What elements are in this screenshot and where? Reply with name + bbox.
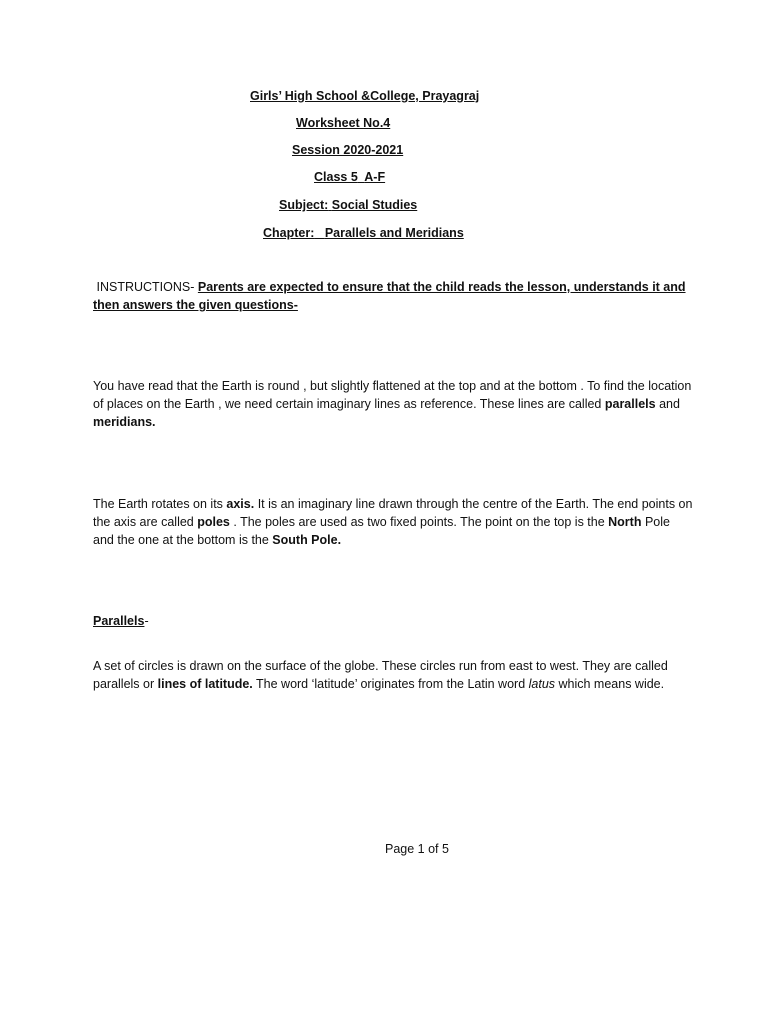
- term-axis: axis.: [226, 497, 255, 511]
- parallels-t1: A set of circles is drawn on the surface of the globe. These circles run from east to west. They are called parallels or: [93, 659, 668, 691]
- subject-line: [279, 196, 417, 214]
- term-south-pole: South Pole.: [272, 533, 342, 547]
- term-meridians: meridians.: [93, 415, 156, 429]
- chapter-label: Chapter:: [263, 226, 315, 240]
- subject-value: Social Studies: [331, 198, 418, 212]
- term-latus: latus: [528, 677, 556, 691]
- school-name: Girls’ High School &College, Prayagraj: [250, 89, 480, 103]
- instructions: [93, 278, 693, 314]
- subject-label: Subject:: [279, 198, 329, 212]
- class-section: A-F: [364, 170, 386, 184]
- term-north: North: [608, 515, 642, 529]
- paragraph-earth-shape: [93, 377, 693, 431]
- parallels-heading-text: Parallels: [93, 614, 145, 628]
- paragraph2-t3: . The poles are used as two fixed points. The point on the top is the: [229, 515, 609, 529]
- term-poles: poles: [197, 515, 230, 529]
- paragraph2-t1: The Earth rotates on its: [93, 497, 227, 511]
- term-parallels: parallels: [604, 397, 656, 411]
- parallels-t3: which means wide.: [555, 677, 665, 691]
- class-line: [314, 168, 385, 186]
- paragraph-parallels: [93, 657, 693, 693]
- parallels-heading-suffix: -: [144, 614, 149, 628]
- chapter-value: Parallels and Meridians: [324, 226, 464, 240]
- worksheet-number: Worksheet No.4: [296, 116, 391, 130]
- paragraph1-joiner: and: [655, 397, 680, 411]
- paragraph1-text: You have read that the Earth is round , but slightly flattened at the top and at the bottom . To find the location of places on the Earth , we need certain imaginary lines as reference. These lines are called: [93, 379, 692, 411]
- chapter-line: [263, 224, 464, 242]
- parallels-t2: The word ‘latitude’ originates from the Latin word: [252, 677, 529, 691]
- paragraph2-t2: It is an imaginary line drawn through the centre of the Earth. The end points on the axis are called: [93, 497, 693, 529]
- paragraph-earth-axis: [93, 495, 693, 549]
- session: Session 2020-2021: [292, 143, 404, 157]
- term-lines-of-latitude: lines of latitude.: [157, 677, 253, 691]
- instructions-text: Parents are expected to ensure that the child reads the lesson, understands it and then answers the given questions-: [93, 280, 686, 312]
- class-label: Class 5: [314, 170, 358, 184]
- instructions-label: INSTRUCTIONS-: [96, 280, 195, 294]
- page-number: Page 1 of 5: [385, 842, 449, 856]
- parallels-heading: [93, 612, 693, 630]
- paragraph2-t4: Pole and the one at the bottom is the: [93, 515, 670, 547]
